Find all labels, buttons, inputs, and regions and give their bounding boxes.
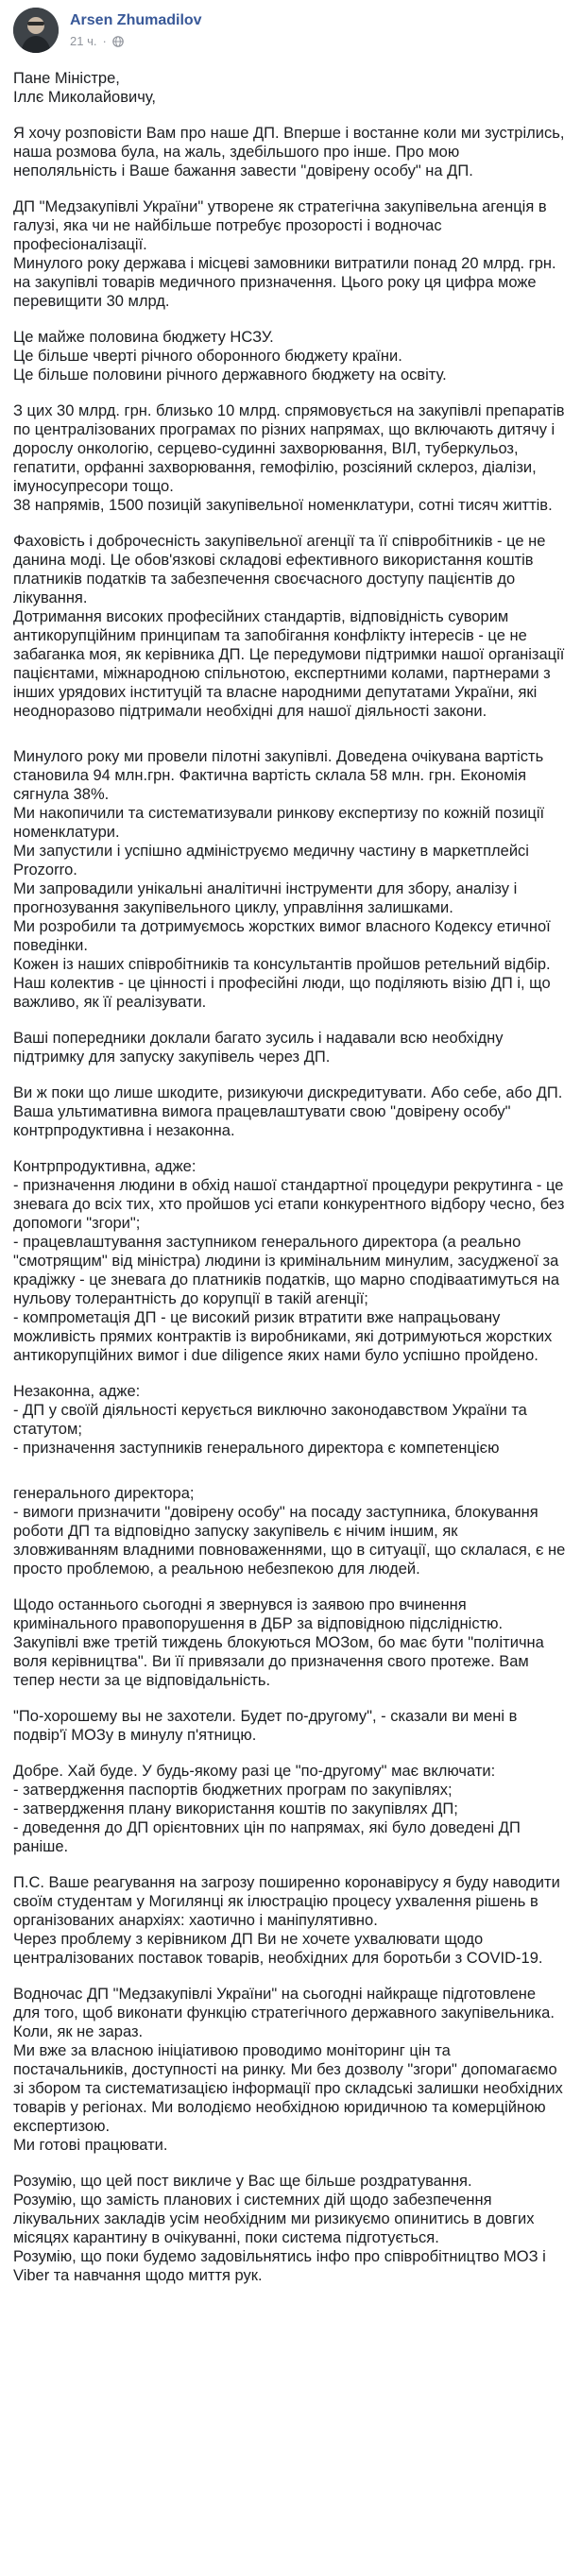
paragraph-greeting: Пане Міністре, Іллє Миколайовичу, — [13, 70, 156, 106]
paragraph-requirements: Добре. Хай буде. У будь-якому разі це "по-другому" має включати: - затвердження паспортів бюджетних програм по закупівлях; - затвердження плану використання коштів по закупівлях ДП; - доведення до ДП орієнтовних цін по напрямах, які було доведені ДП раніше. — [13, 1763, 521, 1855]
paragraph-readiness: Водночас ДП "Медзакупівлі України" на сьогодні найкраще підготовлене для того, щоб виконати функцію стратегічного державного закупівельника. Коли, як не зараз. Ми вже за власною ініціативою проводимо моніторинг цін та постачальників, доступності на ринку. Ми без дозволу "згори" допомагаємо зі збором та систематизацією інформації про складські залишки необхідних товарів у регіонах. Ми володіємо необхідною юридичною та комерційною експертизою. Ми готові працювати. — [13, 1986, 563, 2154]
post-meta — [70, 34, 124, 48]
paragraph-agency: ДП "Медзакупівлі України" утворене як стратегічна закупівельна агенція в галузі, яка чи не найбільше потребує прозорості і водночас професіоналізації. Минулого року держава і місцеві замовники витратили понад 20 млрд. грн. на закупівлі товарів медичного призначення. Цього року ця цифра може перевищити 30 млрд. — [13, 198, 556, 310]
paragraph-predecessors: Ваші попередники доклали багато зусиль і надавали всю необхідну підтримку для запуску закупівель через ДП. — [13, 1030, 508, 1066]
globe-icon[interactable] — [112, 36, 124, 47]
paragraph-programs: З цих 30 млрд. грн. близько 10 млрд. спрямовується на закупівлі препаратів по централізованих програмах по різних напрямах, що включають дитячу і дорослу онкологію, серцево-судинні захворювання, ВІЛ, туберкульоз, гепатити, орфанні захворювання, гемофілію, розсіяний склероз, діалізи, імуносупресори тощо. 38 напрямів, 1500 позицій закупівельної номенклатури, сотні тисяч життів. — [13, 402, 565, 514]
paragraph-illegal: Незаконна, адже: - ДП у своїй діяльності керується виключно законодавством України та статутом; - призначення заступників генерального директора є компетенцією — [13, 1383, 527, 1457]
post-header — [13, 8, 568, 64]
paragraph-dbr-statement: Щодо останнього сьогодні я звернувся із заявою про вчинення кримінального правопорушення в ДБР за відповідною підслідністю. Закупівлі вже третій тиждень блокуються МОЗом, бо має бути "політична воля керівництва". Ви її привязали до призначення свого протеже. Вам тепер нести за це відповідальність. — [13, 1596, 544, 1689]
paragraph-quote: "По-хорошему вы не захотели. Будет по-другому", - сказали ви мені в подвір'ї МОЗу в минулу п'ятницю. — [13, 1708, 522, 1744]
post-body — [13, 69, 569, 2285]
paragraph-counterproductive: Контрпродуктивна, адже: - призначення людини в обхід нашої стандартної процедури рекрутинга - це зневага до всіх тих, хто пройшов усі етапи конкурентного відбору чесно, без допомоги "згори"; - працевлаштування заступником генерального директора (а реально "смотрящим" від міністра) людини із кримінальним минулим, засудженої за крадіжку - це зневага до платників податків, що марно сподіваатимуться на нульову толерантність до корупції в такій агенції; - компрометація ДП - це високий ризик втратити вже напрацьовану можливість прямих контрактів із виробниками, які дотримуються жорстких антикорупційних вимог і due diligence яких нами було успішно пройдено. — [13, 1158, 565, 1364]
separator-dot: · — [102, 34, 107, 48]
paragraph-comparison: Це майже половина бюджету НСЗУ. Це більше чверті річного оборонного бюджету країни. Це більше половини річного державного бюджету на освіту. — [13, 329, 447, 384]
paragraph-intro: Я хочу розповісти Вам про наше ДП. Вперше і востанне коли ми зустрілись, наша розмова була, на жаль, здебільшого про інше. Про мою неполяльність і Ваше бажання завести "довірену особу" на ДП. — [13, 125, 569, 179]
author-avatar[interactable] — [13, 8, 59, 53]
paragraph-understanding: Розумію, що цей пост викличе у Вас ще більше роздратування. Розумію, що замість планових і системних дій щодо забезпечення лікувальних закладів усім необхідним ми ризикуємо опинитись в довгих місяцях карантину в очікуванні, поки система підготується. Розумію, що поки будемо задовільнятись інфо про співробітництво МОЗ і Viber та навчання щодо миття рук. — [13, 2173, 546, 2284]
author-name[interactable]: Arsen Zhumadilov — [70, 12, 202, 28]
post-time[interactable]: 21 ч. — [70, 34, 97, 48]
paragraph-integrity: Фаховість і доброчесність закупівельної агенції та її співробітників - це не данина моді. Це обов'язкові складові ефективного використання коштів платників податків та забезпечення своєчасного доступу пацієнтів до лікування. Дотримання високих професійних стандартів, відповідність суворим антикорупційним принципам та запобігання конфлікту інтересів - це не забаганка моя, як керівника ДП. Це передумови підтримки нашої організації пацієнтами, міжнародною спільнотою, експертними колами, партнерами з інших урядових інституцій та власне народними депутатами України, які неодноразово підтримали необхідні для нашої діяльності закони. — [13, 533, 565, 720]
avatar-image — [13, 8, 59, 53]
paragraph-illegal-continued: генерального директора; - вимоги призначити "довірену особу" на посаду заступника, блокування роботи ДП та відповідно запуску закупівель є нічим іншим, як зловживанням владними повноваженнями, що в ситуації, що склалася, є не просто проблемою, а реальною небезпекою для людей. — [13, 1485, 566, 1578]
paragraph-ps: П.С. Ваше реагування на загрозу поширенно коронавірусу я буду наводити своїм студентам у Могилянці як ілюстрацію процесу ухвалення рішень в організованих анархіях: хаотично і маніпулятивно. Через проблему з керівником ДП Ви не хочете ухвалювати щодо централізованих поставок товарів, необхідних для боротьби з COVID-19. — [13, 1874, 560, 1967]
paragraph-ultimatum: Ви ж поки що лише шкодите, ризикуючи дискредитувати. Або себе, або ДП. Ваша ультимативна вимога працевлаштувати свою "довірену особу" контрпродуктивна і незаконна. — [13, 1084, 567, 1139]
paragraph-results: Минулого року ми провели пілотні закупівлі. Доведена очікувана вартість становила 94 млн.грн. Фактична вартість склала 58 млн. грн. Економія сягнула 38%. Ми накопичили та систематизували ринкову експертизу по кожній позиції номенклатури. Ми запустили і успішно адмініструємо медичну частину в маркетплейсі Prozorro. Ми запровадили унікальні аналітичні інструменти для збору, аналізу і прогнозування закупівельного циклу, управління залишками. Ми розробили та дотримуємось жорстких вимог власного Кодексу етичної поведінки. Кожен із наших співробітників та консультантів пройшов ретельний відбір. Наш колектив - це цінності і професійні люди, що поділяють візію ДП і, що важливо, як її реалізувати. — [13, 748, 551, 1011]
